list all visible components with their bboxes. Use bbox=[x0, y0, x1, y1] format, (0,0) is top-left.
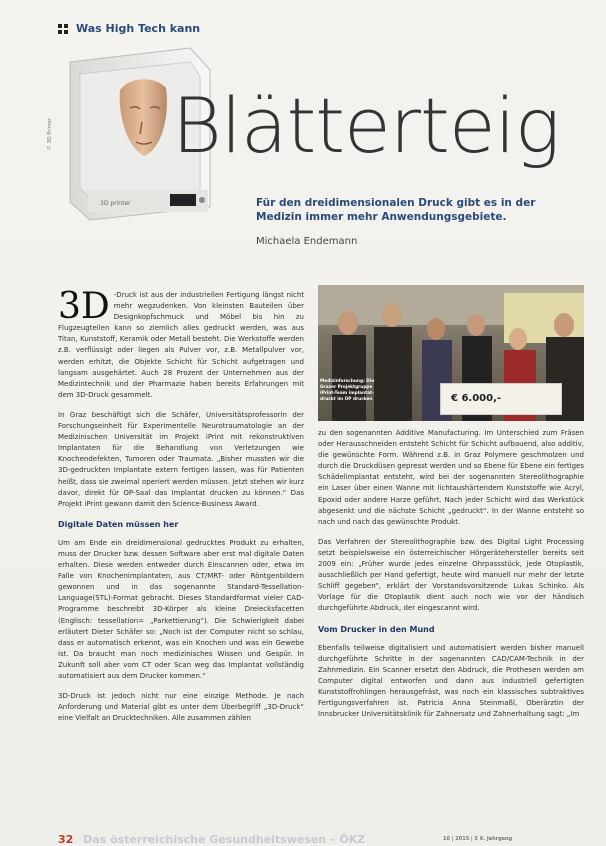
section-rubric bbox=[58, 22, 200, 35]
page-number: 32 bbox=[58, 833, 74, 846]
issue-info: 10 | 2015 | 5 6. Jahrgang bbox=[443, 836, 513, 842]
award-cheque bbox=[440, 383, 562, 415]
photo-credit: © 3D Printer bbox=[47, 118, 53, 150]
paragraph: 3D -Druck ist aus der industriellen Fertigung längst nicht mehr wegzudenken. Von kleinsten Bauteilen über Designkopfschmuck und Möbel bis hin zu Flugzeugteilen kann so ziemlich alles gedruckt werden, was aus Titan, Kunststoff, Keramik oder Metall besteht. Die Werkstoffe werden z.B. verflüssigt oder liegen als Pulver vor, z.B. Metallpulver vor, werden erhitzt, die Objekte Schicht für Schicht aufgetragen und langsam ausgehärtet. Auch 28 Prozent der Unternehmen aus der Medizintechnik und der Pharmazie haben bereits Erfahrungen mit dem 3D-Druck gesammelt. bbox=[58, 286, 304, 399]
dropcap: 3D bbox=[58, 286, 110, 327]
photo-caption: Medizinforschung: Die Grazer Projektgruppe iPrint-Team implantat-druckt im OP drucken bbox=[320, 379, 375, 402]
paragraph: Ebenfalls teilweise digitalisiert und automatisiert werden bisher manuell durchgeführte Schritte in der sogenannten CAD/CAM-Technik in der Zahnmedizin. Ein Scanner ersetzt den Abdruck, die Prothesen werden am Computer digital entworfen und dann aus industriell gefertigten Kunststoffrohlingen herausgefräst, was noch ein klassisches subtraktives Fertigungsverfahren ist. Patricia Anna Steinmaßl, Oberärztin der Innsbrucker Universitätsklinik für Zahnersatz und Zahnerhaltung sagt: „Im bbox=[318, 643, 584, 719]
magazine-title: Das österreichische Gesundheitswesen – ÖKZ bbox=[83, 833, 366, 846]
author-byline: Michaela Endemann bbox=[256, 236, 358, 247]
section-heading: Digitale Daten müssen her bbox=[58, 519, 179, 529]
page-footer bbox=[58, 833, 513, 846]
headline: Blätterteig bbox=[172, 81, 560, 170]
paragraph: In Graz beschäftigt sich die Schäfer, Universitätsprofessorin der Forschungseinheit für Experimentelle Neurotraumatologie an der Medizinischen Universität im Projekt iPrint mit rekonstruktiven Implantaten für die Behandlung von Verletzungen wie Knochendefekten, Tumoren oder Traumata. „Bisher mussten wir die 3D-gedruckten Implantate extern fertigen lassen, was für Patienten heißt, dass sie zweimal operiert werden müssen. Jetzt stehen wir kurz davor, direkt für OP-Saal das Implantat drucken zu können.“ Das Projekt iPrint gewann damit den Science-Business Award. bbox=[58, 410, 304, 508]
paragraph: Um am Ende ein dreidimensional gedrucktes Produkt zu erhalten, muss der Drucker bzw. dessen Software aber erst mal digitale Daten erhalten. Diese werden entweder durch Einscannen oder, etwa im Falle von Knochenimplantaten, aus CT/MRT- oder Röntgenbildern gewonnen und in das sogenannte Standard-Tessellation-Language(STL)-Format gebracht. Dieses Standardformat vieler CAD-Programme beschreibt 3D-Körper als kleine Dreiecksfacetten (Englisch: tessellation= „Parkettierung“). Die Schwierigkeit dabei erläutert Dieter Schäfer so: „Noch ist der Computer nicht so schlau, dass er automatisch erkennt, was ein Knochen und was ein Gewebe ist. Da braucht man noch medizinisches Wissen und Gespür. In Zukunft soll aber vom CT oder Scan weg das Implantat vollständig automatisiert aus dem Drucker kommen.“ bbox=[58, 538, 304, 680]
paragraph: 3D-Druck ist jedoch nicht nur eine einzige Methode. Je nach Anforderung und Material gibt es unter dem Überbegriff „3D-Druck“ eine Vielfalt an Drucktechniken. Alle zusammen zählen bbox=[58, 692, 304, 723]
cheque-amount: € 6.000,- bbox=[451, 393, 502, 404]
paragraph: Das Verfahren der Stereolithographie bzw. des Digital Light Processing setzt beispielsweise ein österreichischer Hörgerätehersteller bereits seit 2009 ein: „Früher wurde jedes einzelne Ohrpassstück, jede Otoplastik, ausschließlich per Hand gefertigt, heute wird manuell nur mehr der letzte Schliff gegeben“, erklärt der Vorstandsvorsitzende Lukas Schinko. Als Vorlage für die Otoplastik dient auch noch wie vor der händisch durchgeführte Abdruck, der eingescannt wird. bbox=[318, 537, 584, 613]
section-heading: Vom Drucker in den Mund bbox=[318, 624, 435, 634]
left-column bbox=[58, 286, 304, 733]
svg-text:3D printer: 3D printer bbox=[100, 200, 131, 207]
award-photo bbox=[318, 285, 584, 421]
grid-dots-icon bbox=[58, 24, 68, 34]
rubric-label: Was High Tech kann bbox=[76, 22, 201, 35]
subtitle: Für den dreidimensionalen Druck gibt es in der Medizin immer mehr Anwendungsgebiete. bbox=[256, 197, 536, 223]
paragraph: zu den sogenannten Additive Manufacturing. Im Unterschied zum Fräsen oder Herausschneiden entsteht Schicht für Schicht aufbauend, also additiv, die gewünschte Form. Während z.B. in Graz Polymere geschmolzen und durch die Druckdüsen gepresst werden und so Ebene für Ebene ein fertiges Schädelimplantat entsteht, wird bei der sogenannten Stereolithographie ein Laser über einen Wanne mit lichtaushärtendem Kunststoffe wie Acryl, Epoxid oder andere Harze geführt. Nach jeder Schicht wird das Werkstück abgesenkt und die nächste Schicht „gedruckt“. In der Wanne entsteht so nach und nach das gewünschte Produkt. bbox=[318, 429, 584, 526]
right-column bbox=[318, 428, 584, 729]
